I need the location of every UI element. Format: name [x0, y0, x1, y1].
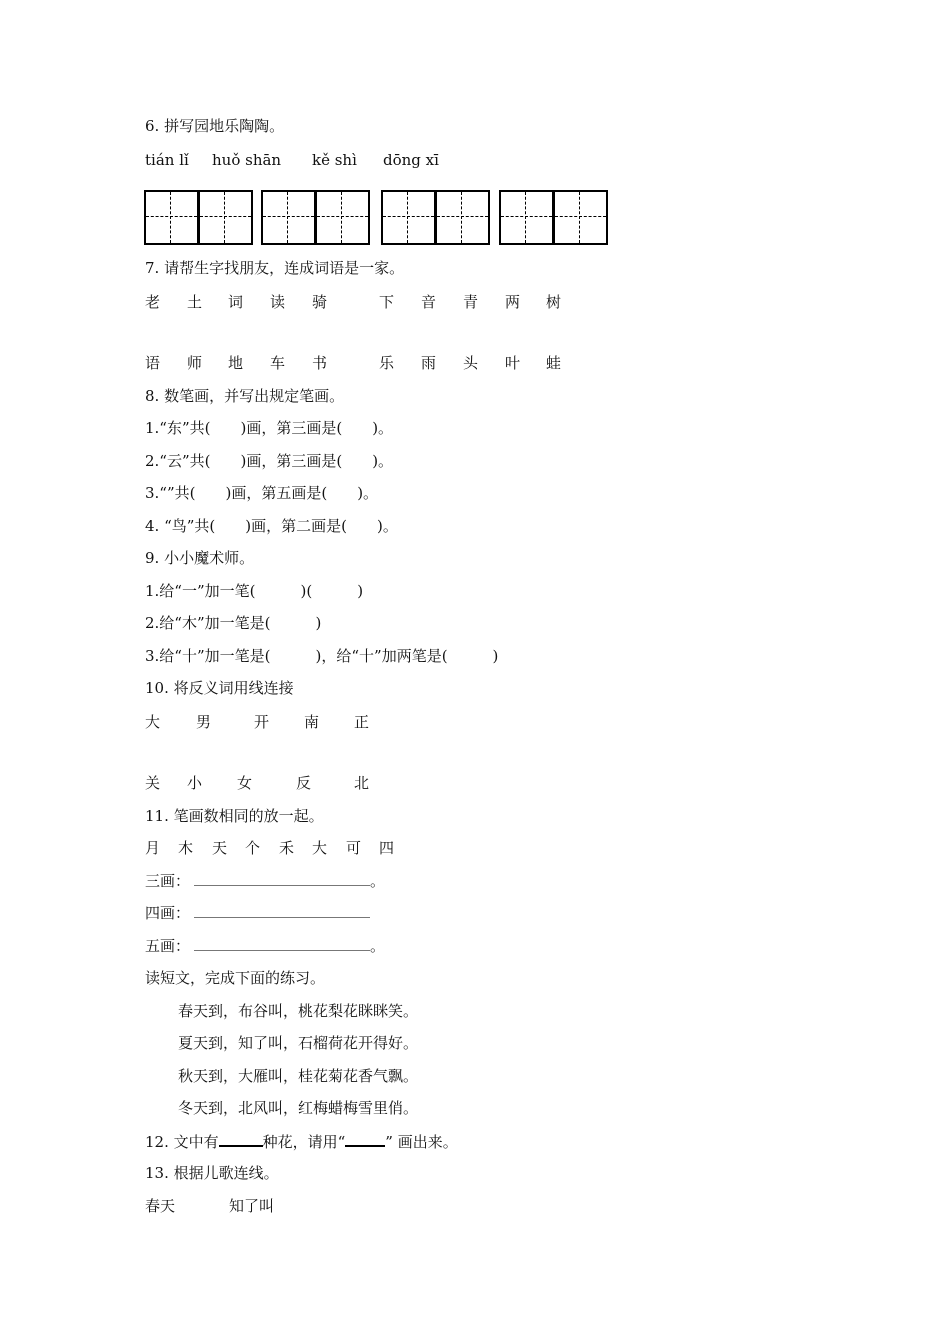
writing-cell[interactable] [198, 190, 253, 245]
char-item: 读 [270, 293, 286, 311]
char-item: 四 [379, 839, 395, 857]
char-item: 书 [312, 354, 328, 372]
char-item: 开 [254, 713, 270, 731]
char-item: 反 [296, 774, 312, 792]
char-item: 可 [346, 839, 362, 857]
q7-top-row [145, 292, 575, 312]
q9-item-2: 2.给“木”加一笔是( ) [145, 614, 322, 632]
writing-box-pair-2 [261, 190, 371, 244]
writing-box-pair-1 [144, 190, 254, 244]
char-item: 地 [228, 354, 244, 372]
writing-cell[interactable] [261, 190, 316, 245]
q9-item-3: 3.给“十”加一笔是( )，给“十”加两笔是( ) [145, 647, 499, 665]
q13-row [145, 1196, 285, 1216]
q12-prefix: 12. 文中有 [145, 1133, 219, 1151]
char-item: 正 [354, 713, 370, 731]
char-item: 老 [145, 293, 161, 311]
q8-item-4: 4. “鸟”共( )画，第二画是( )。 [145, 517, 398, 535]
line-end: 。 [370, 872, 386, 890]
char-item: 下 [379, 293, 395, 311]
char-item: 天 [212, 839, 228, 857]
q11-line-four [145, 903, 370, 923]
q13-title: 13. 根据儿歌连线。 [145, 1164, 279, 1182]
char-item: 两 [505, 293, 521, 311]
q7-title: 7. 请帮生字找朋友，连成词语是一家。 [145, 259, 405, 277]
pinyin-2: huǒ shān [212, 151, 282, 169]
q9-title: 9. 小小魔术师。 [145, 549, 255, 567]
char-item: 土 [187, 293, 203, 311]
char-item: 禾 [279, 839, 295, 857]
season-item: 春天 [145, 1197, 176, 1215]
char-item: 个 [245, 839, 261, 857]
answer-blank[interactable] [194, 871, 370, 886]
q8-item-3: 3.“”共( )画，第五画是( )。 [145, 484, 379, 502]
stroke-label: 三画： [145, 872, 191, 890]
q11-line-three [145, 871, 385, 891]
char-item: 月 [145, 839, 161, 857]
writing-box-pair-4 [499, 190, 609, 244]
stroke-label: 五画： [145, 937, 191, 955]
pinyin-1: tián lǐ [145, 151, 189, 169]
q6-pinyin-row [145, 150, 605, 170]
char-item: 车 [270, 354, 286, 372]
q12-line [145, 1131, 458, 1152]
char-item: 大 [312, 839, 328, 857]
q12-suffix: ” 画出来。 [385, 1133, 458, 1151]
writing-cell[interactable] [553, 190, 608, 245]
char-item: 语 [145, 354, 161, 372]
stroke-label: 四画： [145, 904, 191, 922]
char-item: 南 [304, 713, 320, 731]
q6-title: 6. 拼写园地乐陶陶。 [145, 117, 285, 135]
pinyin-3: kě shì [312, 151, 357, 169]
reading-title: 读短文，完成下面的练习。 [145, 969, 326, 987]
char-item: 树 [546, 293, 562, 311]
answer-blank[interactable] [219, 1131, 263, 1147]
char-item: 北 [354, 774, 370, 792]
answer-blank[interactable] [194, 936, 370, 951]
char-item: 雨 [421, 354, 437, 372]
line-end: 。 [370, 937, 386, 955]
char-item: 大 [145, 713, 161, 731]
poem-line-2: 夏天到，知了叫，石榴荷花开得好。 [178, 1034, 419, 1052]
pinyin-4: dōng xī [383, 151, 439, 169]
char-item: 头 [463, 354, 479, 372]
writing-cell[interactable] [144, 190, 199, 245]
char-item: 小 [187, 774, 203, 792]
poem-line-4: 冬天到，北风叫，红梅蜡梅雪里俏。 [178, 1099, 419, 1117]
q11-char-row [145, 838, 405, 858]
q10-title: 10. 将反义词用线连接 [145, 679, 294, 697]
sound-item: 知了叫 [229, 1197, 275, 1215]
char-item: 词 [228, 293, 244, 311]
q7-bottom-row [145, 353, 575, 373]
char-item: 乐 [379, 354, 395, 372]
char-item: 男 [196, 713, 212, 731]
char-item: 师 [187, 354, 203, 372]
char-item: 骑 [312, 293, 328, 311]
writing-cell[interactable] [315, 190, 370, 245]
answer-blank[interactable] [194, 903, 370, 918]
writing-cell[interactable] [435, 190, 490, 245]
writing-cell[interactable] [499, 190, 554, 245]
q10-bottom-row [145, 773, 385, 793]
poem-line-3: 秋天到，大雁叫，桂花菊花香气飘。 [178, 1067, 419, 1085]
q8-item-2: 2.“云”共( )画，第三画是( )。 [145, 452, 394, 470]
writing-cell[interactable] [381, 190, 436, 245]
poem-line-1: 春天到，布谷叫，桃花梨花眯眯笑。 [178, 1002, 419, 1020]
q11-title: 11. 笔画数相同的放一起。 [145, 807, 324, 825]
q9-item-1: 1.给“一”加一笔( )( ) [145, 582, 364, 600]
writing-box-pair-3 [381, 190, 491, 244]
q8-title: 8. 数笔画，并写出规定笔画。 [145, 387, 345, 405]
char-item: 叶 [505, 354, 521, 372]
answer-blank[interactable] [345, 1131, 385, 1147]
q10-top-row [145, 712, 385, 732]
q11-line-five [145, 936, 385, 956]
char-item: 蛙 [546, 354, 562, 372]
q8-item-1: 1.“东”共( )画，第三画是( )。 [145, 419, 394, 437]
char-item: 青 [463, 293, 479, 311]
char-item: 关 [145, 774, 161, 792]
char-item: 音 [421, 293, 437, 311]
char-item: 女 [237, 774, 253, 792]
char-item: 木 [178, 839, 194, 857]
q12-middle: 种花，请用“ [262, 1133, 346, 1151]
